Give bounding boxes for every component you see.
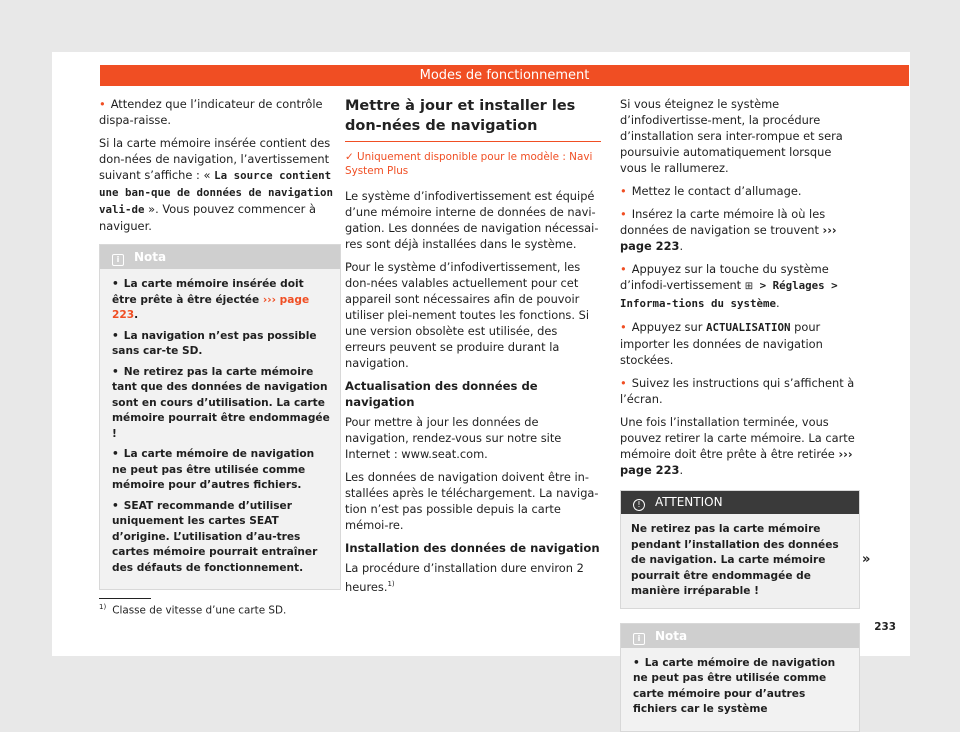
update-button-label: ACTUALISATION xyxy=(706,321,791,334)
page-number: 233 xyxy=(874,621,896,633)
attention-box xyxy=(620,490,860,609)
note-item: • La navigation n’est pas possible sans car-te SD. xyxy=(112,329,330,360)
info-icon: i xyxy=(112,254,124,266)
note-title: Nota xyxy=(134,250,167,264)
note-header xyxy=(621,624,859,648)
note-header xyxy=(100,245,340,269)
attention-text: Ne retirez pas la carte mémoire pendant l’installation des données de navigation. La carte mémoire pourrait être endommagée de manière irréparable ! xyxy=(631,523,839,597)
bullet-follow-instructions: • Suivez les instructions qui s’affichent à l’écran. xyxy=(620,375,860,407)
bullet-insert-card xyxy=(620,206,860,254)
text: . xyxy=(679,463,684,477)
text: Appuyez sur la touche du système d’infodi-vertissement xyxy=(620,262,829,292)
subheading-install: Installation des données de navigation xyxy=(345,541,600,555)
column-middle xyxy=(345,96,601,602)
page-reference-link[interactable]: ››› page 223 xyxy=(620,223,837,253)
footnote xyxy=(99,603,286,616)
paragraph xyxy=(345,560,601,595)
text: pour importer les données de navigation stockées. xyxy=(620,320,823,367)
text: Appuyez sur xyxy=(631,320,706,334)
availability-note: ✓ Uniquement disponible pour le modèle : Navi System Plus xyxy=(345,151,593,177)
footnote-text: Classe de vitesse d’une carte SD. xyxy=(112,604,287,617)
note-item: • La carte mémoire de navigation ne peut pas être utilisée comme carte mémoire pour d’autres fichiers car le système xyxy=(633,656,849,718)
paragraph: Le système d’infodivertissement est équipé d’une mémoire interne de données de navi-gation. Les données de navigation nécessai-res sont déjà installées dans le système. xyxy=(345,189,599,251)
paragraph: Les données de navigation doivent être in-stallées après le téléchargement. La naviga-tion n’est pas possible depuis la carte mémoi-re. xyxy=(345,470,599,532)
note-body xyxy=(100,269,340,589)
text: ». Vous pouvez commencer à naviguer. xyxy=(99,202,316,233)
text: Si la carte mémoire insérée contient des don-nées de navigation, l’avertissement suivant s’affiche : « xyxy=(99,136,331,182)
note-box xyxy=(99,244,341,590)
note-item: • SEAT recommande d’utiliser uniquement les cartes SEAT d’origine. L’utilisation d’au-tres cartes mémoire pourrait entraîner des défauts de fonctionnement. xyxy=(112,499,330,577)
paragraph xyxy=(620,414,860,478)
column-right xyxy=(620,96,860,732)
message-text: La source contient une ban-que de données de navigation vali-de xyxy=(99,169,334,216)
menu-grid-icon: ⊞ xyxy=(744,281,754,292)
note-item: • Ne retirez pas la carte mémoire tant que des données de navigation sont en cours d’utilisation. La carte mémoire pourrait être endommagée ! xyxy=(112,365,330,443)
text: Une fois l’installation terminée, vous pouvez retirer la carte mémoire. La carte mémoire doit être prête à être retirée xyxy=(620,415,855,461)
paragraph-map-data-message xyxy=(99,135,341,234)
paragraph: Pour le système d’infodivertissement, les don-nées valables actuellement pour cet appareil sont nécessaires afin de pouvoir utiliser plei-nement toutes les fonctions. Si une version obsolète est utilisée, des erreurs peuvent se produire durant la navigation. xyxy=(345,260,590,370)
footnote-mark: 1) xyxy=(99,603,107,611)
attention-header xyxy=(621,491,859,514)
paragraph: Si vous éteignez le système d’infodivertisse-ment, la procédure d’installation sera inter-rompue et sera poursuivie automatiquement lorsque vous le rallumerez. xyxy=(620,97,843,175)
bullet-ignition: • Mettez le contact d’allumage. xyxy=(620,183,860,199)
warning-icon: ! xyxy=(633,499,645,511)
subheading-update: Actualisation des données de navigation xyxy=(345,379,538,409)
footnote-divider xyxy=(99,598,151,599)
bullet-wait-indicator: • Attendez que l’indicateur de contrôle dispa-raisse. xyxy=(99,96,341,128)
note-item xyxy=(112,277,330,324)
page-reference-link[interactable]: ››› page 223 xyxy=(620,447,853,477)
note-item: • La carte mémoire de navigation ne peut pas être utilisée comme mémoire pour d’autres fichiers. xyxy=(112,447,330,494)
note-body xyxy=(621,648,859,731)
note-box xyxy=(620,623,860,732)
manual-page xyxy=(52,52,910,715)
text: La procédure d’installation dure environ 2 heures. xyxy=(345,561,584,594)
page-reference-link[interactable]: ››› page 223 xyxy=(112,293,310,321)
bullet-press-key xyxy=(620,261,860,312)
continued-mark: » xyxy=(862,552,871,567)
column-left xyxy=(99,96,341,590)
info-icon: i xyxy=(633,633,645,645)
page-header: Modes de fonctionnement xyxy=(100,65,909,86)
section-heading: Mettre à jour et installer les don-nées de navigation xyxy=(345,96,601,142)
footnote-ref: 1) xyxy=(387,580,395,588)
note-title: Nota xyxy=(655,628,688,643)
text: . xyxy=(679,239,684,253)
text: La carte mémoire insérée doit être prête à être éjectée xyxy=(112,278,304,306)
attention-title: ATTENTION xyxy=(655,495,723,509)
text: . xyxy=(776,296,780,310)
menu-path: > Réglages > Informa-tions du système xyxy=(620,279,838,310)
text: . xyxy=(134,309,139,321)
paragraph: Pour mettre à jour les données de navigation, rendez-vous sur notre site Internet : www.seat.com. xyxy=(345,415,562,461)
bullet-press-update xyxy=(620,319,860,368)
text: Insérez la carte mémoire là où les données de navigation se trouvent xyxy=(620,207,826,237)
